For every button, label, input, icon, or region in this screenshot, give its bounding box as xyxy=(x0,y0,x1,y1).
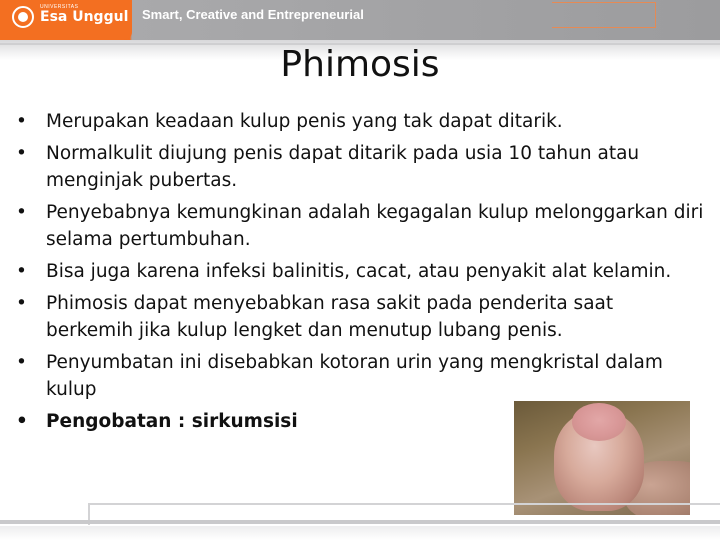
bullet-icon: • xyxy=(16,293,27,314)
tagline: Smart, Creative and Entrepreneurial xyxy=(142,7,364,22)
banner-decoration xyxy=(552,2,656,28)
bullet-icon: • xyxy=(16,111,27,132)
clinical-photo xyxy=(514,401,690,515)
bullet-item: • Bisa juga karena infeksi balinitis, cacat, atau penyakit alat kelamin. xyxy=(16,258,706,285)
bullet-item: • Merupakan keadaan kulup penis yang tak dapat ditarik. xyxy=(16,108,706,135)
bullet-list xyxy=(16,108,706,440)
bullet-icon: • xyxy=(16,143,27,164)
bullet-item: • Penyebabnya kemungkinan adalah kegagalan kulup melonggarkan diri selama pertumbuhan. xyxy=(16,199,706,253)
bullet-item: • Penyumbatan ini disebabkan kotoran urin yang mengkristal dalam kulup xyxy=(16,349,706,403)
header-banner xyxy=(0,0,720,40)
logo-text: Esa Unggul xyxy=(40,9,129,25)
bullet-icon: • xyxy=(16,202,27,223)
bullet-item-treatment: • Pengobatan : sirkumsisi xyxy=(16,408,706,435)
footer-line xyxy=(0,520,720,524)
bullet-icon: • xyxy=(16,261,27,282)
slide-title: Phimosis xyxy=(280,44,440,85)
logo-mark-icon xyxy=(12,6,34,28)
bullet-item: • Normalkulit diujung penis dapat ditarik pada usia 10 tahun atau menginjak pubertas. xyxy=(16,140,706,194)
bullet-item: • Phimosis dapat menyebabkan rasa sakit pada penderita saat berkemih jika kulup lengket dan menutup lubang penis. xyxy=(16,290,706,344)
photo-subject-tip xyxy=(572,403,626,441)
bullet-icon: • xyxy=(16,411,28,432)
bullet-icon: • xyxy=(16,352,27,373)
university-logo xyxy=(0,0,132,40)
logo-small-text: UNIVERSITAS xyxy=(40,4,79,10)
footer-base xyxy=(0,526,720,540)
